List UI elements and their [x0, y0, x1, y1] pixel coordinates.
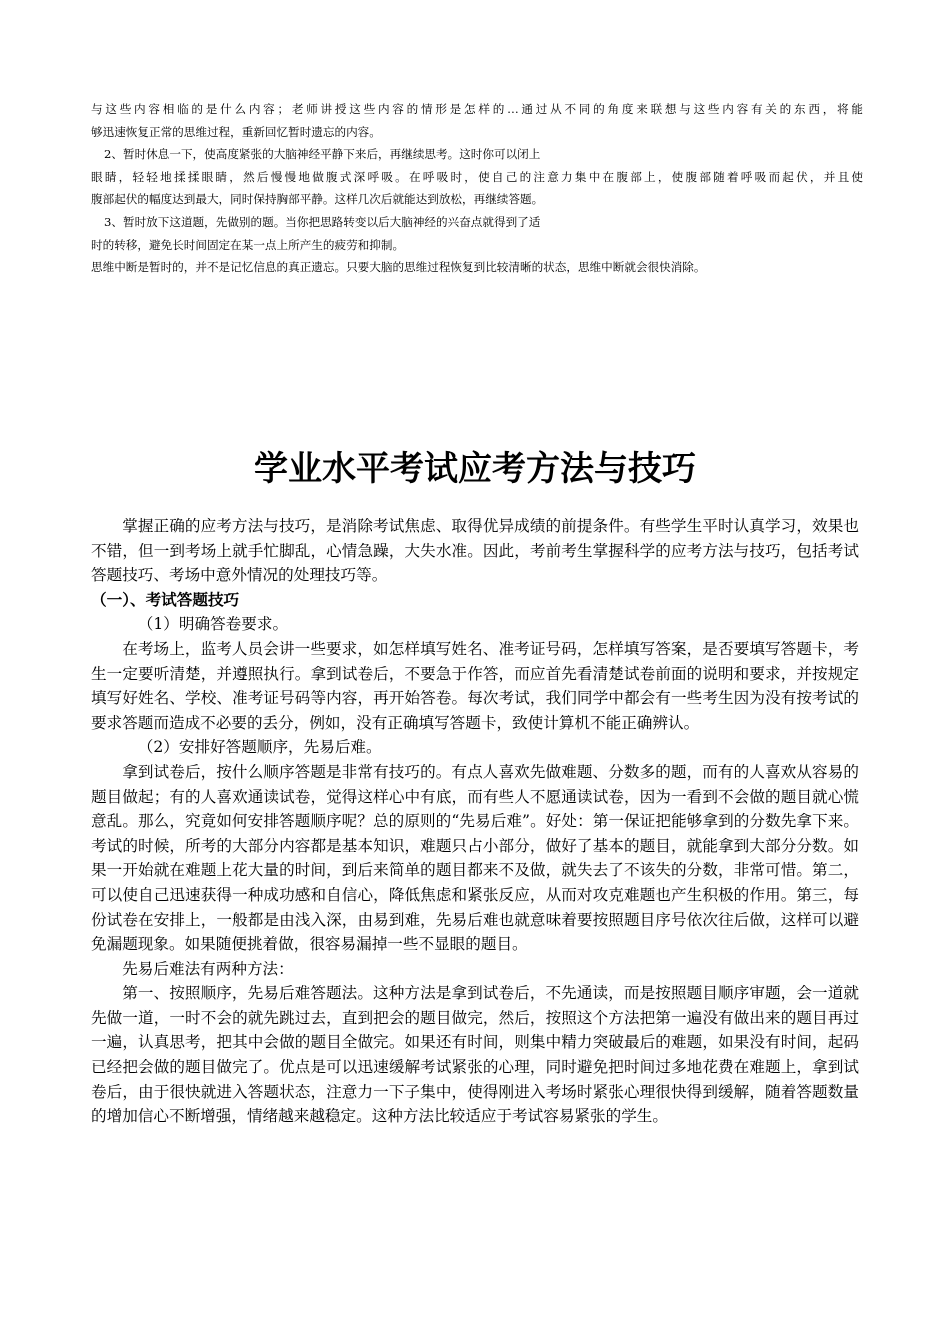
paragraph: 第一、按照顺序，先易后难答题法。这种方法是拿到试卷后，不先通读，而是按照题目顺序审题，会一道就先做一道，一时不会的就先跳过去，直到把会的题目做完，然后，按照这个方法把第一遍没有做出来的题目再过一遍，认真思考，把其中会做的题目全做完。如果还有时间，则集中精力突破最后的难题，如果没有时间，起码已经把会做的题目做完了。优点是可以迅速缓解考试紧张的心理，同时避免把时间过多地花费在难题上，拿到试卷后，由于很快就进入答题状态，注意力一下子集中，使得刚进入考场时紧张心理很快得到缓解，随着答题数量的增加信心不断增强，情绪越来越稳定。这种方法比较适应于考试容易紧张的学生。 [91, 984, 859, 1126]
text-line: 够迅速恢复正常的思维过程，重新回忆暂时遗忘的内容。 [91, 124, 381, 139]
paragraph: 在考场上，监考人员会讲一些要求，如怎样填写姓名、准考证号码，怎样填写答案，是否要填写答题卡，考生一定要听清楚，并遵照执行。拿到试卷后，不要急于作答，而应首先看清楚试卷前面的说明和要求，并按规定填写好姓名、学校、准考证号码等内容，再开始答卷。每次考试，我们同学中都会有一些考生因为没有按考试的要求答题而造成不必要的丢分，例如，没有正确填写答题卡，致使计算机不能正确辨认。 [91, 639, 859, 732]
item-heading: （1）明确答卷要求。 [137, 615, 289, 634]
paragraph: 拿到试卷后，按什么顺序答题是非常有技巧的。有点人喜欢先做难题、分数多的题，而有的人喜欢从容易的题目做起；有的人喜欢通读试卷，觉得这样心中有底，而有些人不愿通读试卷，因为一看到不会做的题目就心慌意乱。那么，究竟如何安排答题顺序呢？总的原则的“先易后难”。好处：第一保证把能够拿到的分数先拿下来。考试的时候，所考的大部分内容都是基本知识，难题只占小部分，做好了基本的题目，就能拿到大部分分数。如果一开始就在难题上花大量的时间，到后来简单的题目都来不及做，就失去了不该失的分数，非常可惜。第二，可以使自己迅速获得一种成功感和自信心，降低焦虑和紧张反应，从而对攻克难题也产生积极的作用。第三，每份试卷在安排上，一般都是由浅入深，由易到难，先易后难也就意味着要按照题目序号依次往后做，这样可以避免漏题现象。如果随便挑着做，很容易漏掉一些不显眼的题目。 [91, 762, 859, 954]
item-heading: （2）安排好答题顺序，先易后难。 [137, 738, 382, 757]
section-heading: （一）、考试答题技巧 [91, 590, 240, 609]
text-line: 2、暂时休息一下，使高度紧张的大脑神经平静下来后，再继续思考。这时你可以闭上 [104, 147, 541, 162]
text-line: 眼睛，轻轻地揉揉眼睛，然后慢慢地做腹式深呼吸。在呼吸时，使自己的注意力集中在腹部上，使腹部随着呼吸而起伏，并且使 [91, 169, 863, 184]
intro-paragraph: 掌握正确的应考方法与技巧，是消除考试焦虑、取得优异成绩的前提条件。有些学生平时认真学习，效果也不错，但一到考场上就手忙脚乱，心情急躁，大失水准。因此，考前考生掌握科学的应考方法与技巧，包括考试答题技巧、考场中意外情况的处理技巧等。 [91, 517, 859, 585]
text-line: 3、暂时放下这道题，先做别的题。当你把思路转变以后大脑神经的兴奋点就得到了适 [104, 214, 541, 229]
text-line: 思维中断是暂时的，并不是记忆信息的真正遗忘。只要大脑的思维过程恢复到比较清晰的状态，思维中断就会很快消除。 [91, 260, 706, 275]
article-body [91, 514, 859, 1129]
paragraph: 先易后难法有两种方法： [122, 959, 294, 978]
text-line: 腹部起伏的幅度达到最大，同时保持胸部平静。这样几次后就能达到放松，再继续答题。 [91, 192, 544, 207]
text-line: 时的转移，避免长时间固定在某一点上所产生的疲劳和抑制。 [91, 237, 405, 252]
previous-page-continuation [91, 98, 863, 279]
page-title: 学业水平考试应考方法与技巧 [254, 449, 696, 489]
text-line: 与这些内容相临的是什么内容；老师讲授这些内容的情形是怎样的…通过从不同的角度来联想与这些内容有关的东西，将能 [91, 102, 863, 116]
